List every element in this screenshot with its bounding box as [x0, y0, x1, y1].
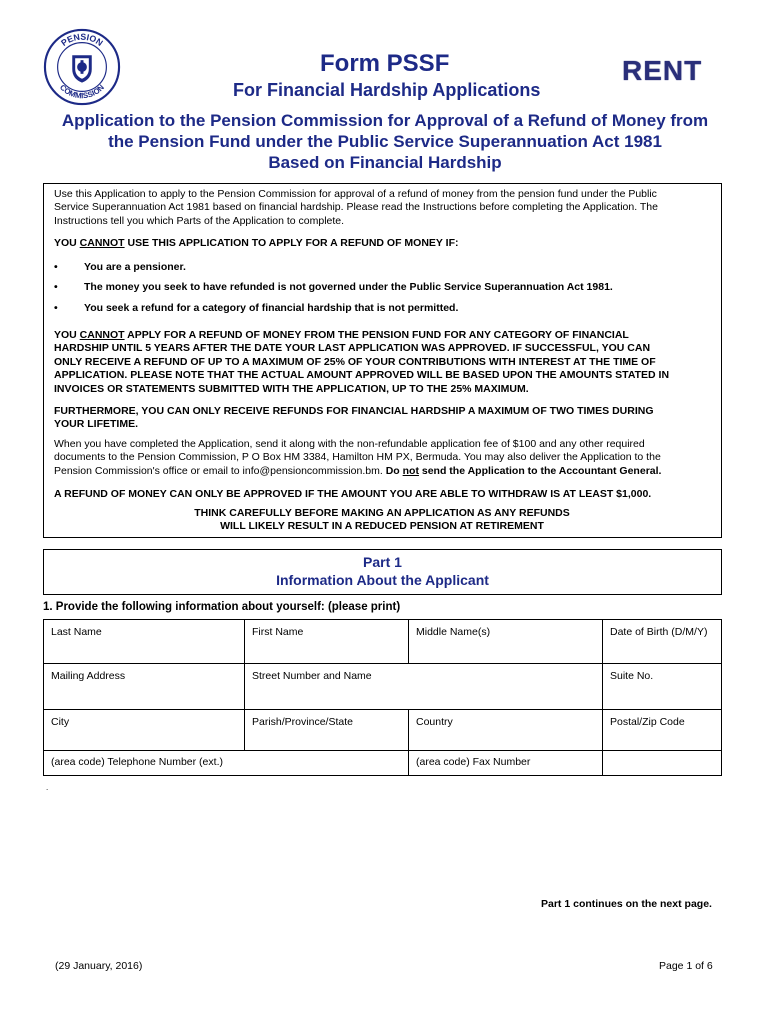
heading-line: the Pension Fund under the Public Service Superannuation Act 1981 [108, 132, 662, 151]
page-number: Page 1 of 6 [659, 960, 713, 972]
country-field[interactable] [408, 709, 602, 750]
svg-text:PENSION: PENSION [59, 31, 105, 49]
postal-code-label: Postal/Zip Code [610, 716, 685, 728]
question-1: 1. Provide the following information about yourself: (please print) [43, 601, 401, 613]
postal-code-field[interactable] [602, 709, 722, 750]
suite-label: Suite No. [610, 670, 654, 682]
bullet-marker: • [54, 302, 58, 314]
form-title: Form PSSF [320, 50, 450, 77]
fax-field[interactable] [408, 750, 602, 776]
form-subtitle: For Financial Hardship Applications [233, 80, 541, 100]
lifetime-limit-paragraph: FURTHERMORE, YOU CAN ONLY RECEIVE REFUNDS FOR FINANCIAL HARDSHIP A MAXIMUM OF TWO TIMES DURING YOUR LIFETIME. [54, 405, 654, 431]
part1-subtitle: Information About the Applicant [276, 572, 489, 588]
refund-restriction-paragraph: YOU CANNOT APPLY FOR A REFUND OF MONEY FROM THE PENSION FUND FOR ANY CATEGORY OF FINANCIAL HARDSHIP UNTIL 5 YEARS AFTER THE DATE YOUR LAST APPLICATION WAS APPROVED. IF SUCCESSFUL, YOU CAN ONLY RECEIVE A REFUND OF UP TO A MAXIMUM OF 25% OF YOUR CONTRIBUTIONS WITH INTEREST AT THE TIME OF APPLICATION. PLEASE NOTE THAT THE ACTUAL AMOUNT APPROVED WILL BE BASED UPON THE AMOUNTS STATED IN INVOICES OR STATEMENTS SUBMITTED WITH THE APPLICATION, UP TO THE 25% MAXIMUM. [54, 329, 670, 395]
heading-line: Application to the Pension Commission for Approval of a Refund of Money from [61, 111, 709, 130]
date-of-birth-label: Date of Birth (D/M/Y) [610, 626, 708, 638]
middle-name-label: Middle Name(s) [416, 626, 491, 638]
fax-label: (area code) Fax Number [416, 756, 531, 768]
intro-line: Instructions tell you which Parts of the Application to complete. [54, 214, 345, 227]
bullet-item: The money you seek to have refunded is not governed under the Public Service Superannuation Act 1981. [84, 281, 613, 293]
heading-line: Based on Financial Hardship [268, 153, 502, 172]
first-name-field[interactable] [244, 619, 408, 663]
mailing-address-field[interactable] [43, 663, 244, 709]
street-field[interactable] [244, 663, 602, 709]
last-name-field[interactable] [43, 619, 244, 663]
street-label: Street Number and Name [252, 670, 372, 682]
country-label: Country [416, 716, 453, 728]
bullet-marker: • [54, 281, 58, 293]
svg-text:COMMISSION: COMMISSION [58, 82, 106, 101]
instructions-box [43, 183, 722, 538]
pension-commission-seal-logo [43, 28, 121, 106]
applicant-info-table [43, 619, 722, 776]
warning-paragraph: THINK CAREFULLY BEFORE MAKING AN APPLICATION AS ANY REFUNDS WILL LIKELY RESULT IN A REDUCED PENSION AT RETIREMENT [194, 507, 570, 533]
footer-date: (29 January, 2016) [55, 960, 143, 972]
part1-header-box [43, 549, 722, 595]
mailing-address-label: Mailing Address [51, 670, 126, 682]
rent-stamp: RENT [622, 55, 703, 86]
continues-note: Part 1 continues on the next page. [541, 898, 712, 910]
intro-line: Use this Application to apply to the Pension Commission for approval of a refund of money from the pension fund under the Public [54, 188, 657, 200]
last-name-label: Last Name [51, 626, 102, 638]
part1-title: Part 1 [363, 554, 402, 570]
intro-line: Service Superannuation Act 1981 based on financial hardship. Please read the Instructions before completing the Application. The [54, 201, 658, 214]
blank-cell[interactable] [602, 750, 722, 776]
stray-mark: . [46, 783, 49, 792]
bullet-item: You are a pensioner. [84, 261, 186, 273]
first-name-label: First Name [252, 626, 304, 638]
submission-paragraph: When you have completed the Application, send it along with the non-refundable application fee of $100 and any other required documents to the Pension Commission, P O Box HM 3384, Hamilton HM PX, Bermuda. You may also deliver the Application to the Pension Commission's office or email to info@pensioncommission.bm. Do not send the Application to the Accountant General. [54, 438, 662, 477]
middle-name-field[interactable] [408, 619, 602, 663]
parish-label: Parish/Province/State [252, 716, 353, 728]
city-field[interactable] [43, 709, 244, 750]
telephone-field[interactable] [43, 750, 408, 776]
cannot-use-heading: YOU CANNOT USE THIS APPLICATION TO APPLY FOR A REFUND OF MONEY IF: [54, 237, 459, 249]
parish-field[interactable] [244, 709, 408, 750]
date-of-birth-field[interactable] [602, 619, 722, 663]
telephone-label: (area code) Telephone Number (ext.) [51, 756, 223, 768]
intro-paragraph [54, 188, 710, 228]
bullet-item: You seek a refund for a category of financial hardship that is not permitted. [84, 302, 459, 314]
suite-field[interactable] [602, 663, 722, 709]
minimum-amount-paragraph: A REFUND OF MONEY CAN ONLY BE APPROVED IF THE AMOUNT YOU ARE ABLE TO WITHDRAW IS AT LEAST $1,000. [54, 488, 652, 500]
bullet-marker: • [54, 261, 58, 273]
application-heading [40, 110, 730, 173]
city-label: City [51, 716, 70, 728]
